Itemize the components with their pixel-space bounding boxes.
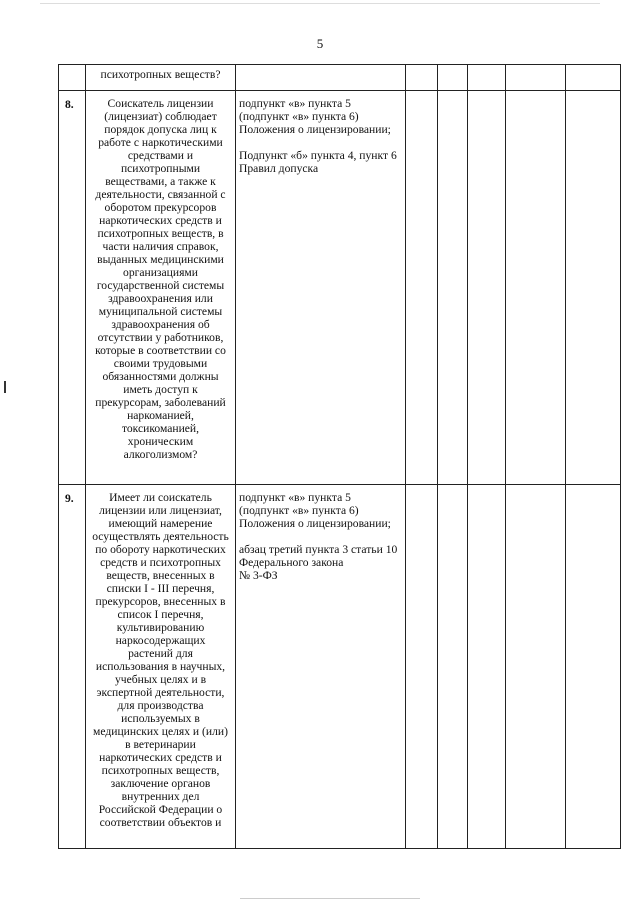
empty-cell	[506, 485, 566, 849]
question-cell	[86, 485, 236, 849]
question-line: список I перечня,	[117, 608, 204, 621]
question-line: заключение органов	[110, 777, 211, 790]
scan-bottom-line	[240, 898, 420, 899]
checklist-table	[58, 64, 621, 849]
question-line: наркотических средств и	[99, 751, 222, 764]
reference-line: Федерального закона	[239, 556, 344, 569]
scan-edge-line	[40, 3, 600, 4]
question-line: растений для	[128, 647, 193, 660]
question-line: государственной системы	[96, 279, 225, 292]
question-line: психотропными	[120, 162, 201, 175]
question-line: культивированию	[116, 621, 205, 634]
question-line: используемых в	[121, 712, 200, 725]
empty-cell	[438, 91, 468, 485]
question-line: веществ, внесенных в	[106, 569, 215, 582]
reference-line: Правил допуска	[239, 162, 319, 175]
question-line: токсикоманией,	[121, 422, 200, 435]
question-line: которые в соответствии со	[95, 344, 226, 357]
question-line: оборотом прекурсоров	[104, 201, 217, 214]
empty-cell	[566, 65, 621, 91]
empty-cell	[506, 65, 566, 91]
question-line: обязанностями должны	[102, 370, 219, 383]
scan-margin-mark	[4, 381, 6, 393]
question-line: осуществлять деятельность	[92, 530, 229, 543]
question-line: здравоохранения об	[111, 318, 210, 331]
question-line: наркотических средств и	[99, 214, 222, 227]
question-line: для производства	[117, 699, 204, 712]
question-line: в ветеринарии	[125, 738, 196, 751]
question-line: муниципальной системы	[98, 305, 223, 318]
question-line: по обороту наркотических	[95, 543, 226, 556]
reference-cell	[236, 65, 406, 91]
question-line: средств и психотропных	[100, 556, 221, 569]
row-number	[59, 65, 86, 91]
question-line: лицензии или лицензиат,	[99, 504, 222, 517]
empty-cell	[406, 91, 438, 485]
question-line: имеющий намерение	[108, 517, 213, 530]
question-line: экспертной деятельности,	[96, 686, 225, 699]
question-line: хроническим	[127, 435, 194, 448]
question-line: соответствии объектов и	[99, 816, 222, 829]
question-line: психотропных веществ,	[101, 764, 220, 777]
question-line: части наличия справок,	[102, 240, 219, 253]
reference-cell	[236, 91, 406, 485]
empty-cell	[406, 65, 438, 91]
empty-cell	[506, 91, 566, 485]
page-number: 5	[316, 36, 324, 51]
legal-reference	[239, 97, 402, 136]
empty-cell	[406, 485, 438, 849]
empty-cell	[566, 485, 621, 849]
question-line: здравоохранения или	[108, 292, 213, 305]
question-line: прекурсорам, заболеваний	[95, 396, 226, 409]
reference-line: № 3-ФЗ	[239, 569, 278, 582]
question-line: использования в научных,	[95, 660, 226, 673]
empty-cell	[566, 91, 621, 485]
question-line: списки I - III перечня,	[106, 582, 215, 595]
legal-reference	[239, 543, 402, 582]
question-line: работе с наркотическими	[98, 136, 223, 149]
empty-cell	[438, 65, 468, 91]
question-line: отсутствии у работников,	[97, 331, 224, 344]
legal-reference	[239, 491, 402, 530]
legal-reference	[239, 149, 402, 175]
table-row	[59, 91, 621, 485]
question-cell	[86, 65, 236, 91]
question-line: медицинских целях и (или)	[93, 725, 228, 738]
reference-line: (подпункт «в» пункта 6)	[239, 110, 359, 123]
row-number: 8.	[59, 91, 86, 485]
empty-cell	[468, 65, 506, 91]
reference-line: абзац третий пункта 3 статьи 10	[239, 543, 398, 556]
question-line: психотропных веществ, в	[97, 227, 224, 240]
question-line: Имеет ли соискатель	[109, 491, 212, 504]
question-line: выданных медицинскими	[97, 253, 224, 266]
reference-line: Положения о лицензировании;	[239, 123, 391, 136]
question-line: деятельности, связанной с	[95, 188, 226, 201]
question-line: организациями	[123, 266, 198, 279]
table-row	[59, 65, 621, 91]
question-line: Соискатель лицензии	[107, 97, 214, 110]
reference-line: подпункт «в» пункта 5	[239, 491, 351, 504]
question-line: алкоголизмом?	[123, 448, 198, 461]
question-line: наркосодержащих	[115, 634, 206, 647]
reference-cell	[236, 485, 406, 849]
reference-line: Подпункт «б» пункта 4, пункт 6	[239, 149, 397, 162]
question-line: (лицензиат) соблюдает	[104, 110, 217, 123]
question-cell	[86, 91, 236, 485]
question-line: своими трудовыми	[113, 357, 208, 370]
reference-line: подпункт «в» пункта 5	[239, 97, 351, 110]
empty-cell	[438, 485, 468, 849]
question-line: наркоманией,	[127, 409, 194, 422]
question-line: иметь доступ к	[123, 383, 198, 396]
empty-cell	[468, 485, 506, 849]
question-line: веществами, а также к	[105, 175, 216, 188]
reference-line: Положения о лицензировании;	[239, 517, 391, 530]
question-line: Российской Федерации о	[98, 803, 223, 816]
question-line: средствами и	[127, 149, 194, 162]
question-line: внутренних дел	[121, 790, 200, 803]
question-line: учебных целях и в	[114, 673, 207, 686]
table-row	[59, 485, 621, 849]
question-line: прекурсоров, внесенных в	[95, 595, 226, 608]
question-line: психотропных веществ?	[100, 68, 221, 81]
row-number: 9.	[59, 485, 86, 849]
reference-line: (подпункт «в» пункта 6)	[239, 504, 359, 517]
question-line: порядок допуска лиц к	[104, 123, 217, 136]
empty-cell	[468, 91, 506, 485]
